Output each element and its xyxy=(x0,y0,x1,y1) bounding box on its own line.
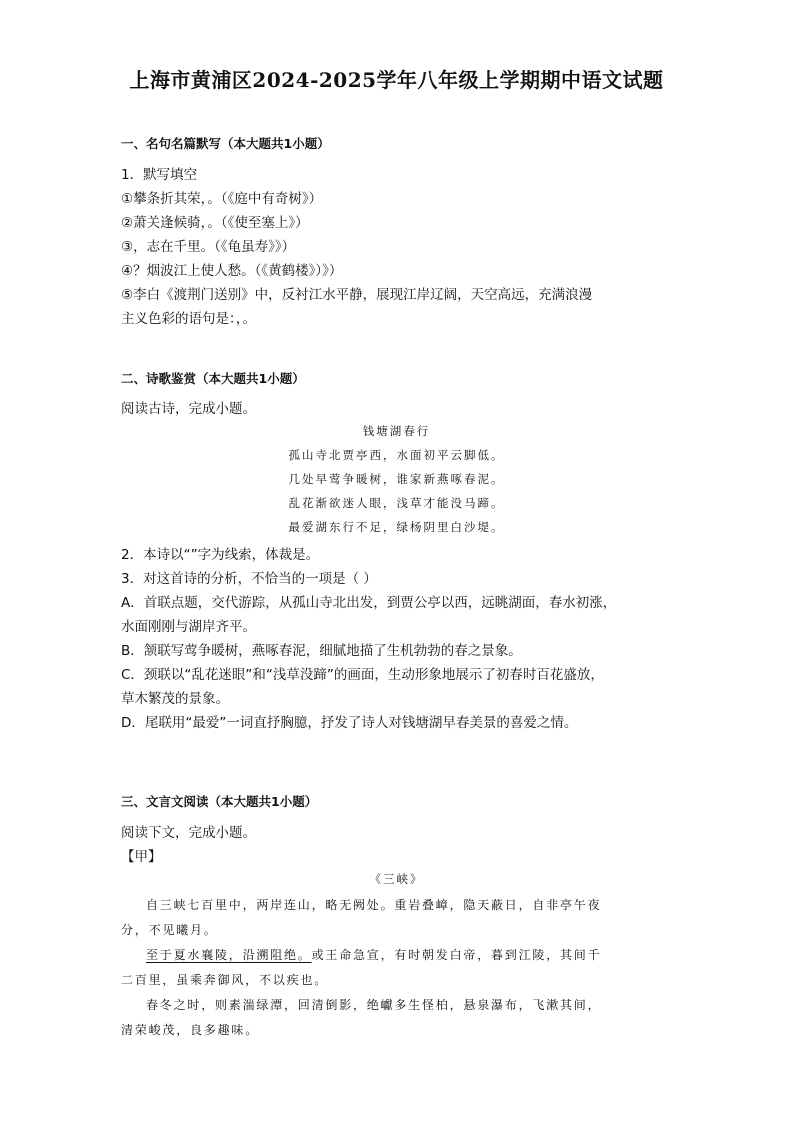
poem-line-1: 孤山寺北贾亭西，水面初平云脚低。 xyxy=(288,448,505,462)
option-a-cont: 水面刚刚与湖岸齐平。 xyxy=(121,619,256,635)
section1-heading: 一、名句名篇默写（本大题共1小题） xyxy=(121,136,330,151)
poem-line-3: 乱花渐欲迷人眼，浅草才能没马蹄。 xyxy=(288,496,505,510)
classical-text-title: 《三峡》 xyxy=(369,872,424,886)
paragraph-2-line-1-rest: 或王命急宣，有时朝发白帝，暮到江陵，其间千 xyxy=(311,948,602,962)
fill-item-5: ⑤李白《渡荆门送别》中，反衬江水平静，展现江岸辽阔，天空高远，充满浪漫 xyxy=(121,287,593,303)
paragraph-1-line-1: 自三峡七百里中，两岸连山，略无阙处。重岩叠嶂，隐天蔽日，自非亭午夜 xyxy=(146,898,602,912)
paragraph-2-line-1 xyxy=(146,946,601,963)
option-c-cont: 草木繁茂的景象。 xyxy=(121,691,229,707)
poem-line-4: 最爱湖东行不足，绿杨阴里白沙堤。 xyxy=(288,520,505,534)
fill-item-4: ④？烟波江上使人愁。（《黄鹤楼》）》） xyxy=(121,263,343,279)
section2-intro: 阅读古诗，完成小题。 xyxy=(121,401,256,417)
paragraph-1-line-2: 分，不见曦月。 xyxy=(121,923,218,937)
paragraph-3-line-1: 春冬之时，则素湍绿潭，回清倒影，绝巘多生怪柏，悬泉瀑布，飞漱其间， xyxy=(146,998,602,1012)
question-1-label: 1．默写填空 xyxy=(121,167,198,183)
option-c: C．颈联以“乱花迷眼”和“浅草没蹄”的画面，生动形象地展示了初春时百花盛放， xyxy=(121,667,604,683)
question-3: 3．对这首诗的分析，不恰当的一项是（ ） xyxy=(121,571,377,587)
fill-item-3: ③，志在千里。（《龟虽寿》》） xyxy=(121,239,296,255)
fill-item-5-cont: 主义色彩的语句是：，。 xyxy=(121,311,256,327)
option-b: B．颔联写莺争暖树，燕啄春泥，细腻地描了生机勃勃的春之景象。 xyxy=(121,643,522,659)
paragraph-3-line-2: 清荣峻茂，良多趣味。 xyxy=(121,1023,260,1037)
section2-heading: 二、诗歌鉴赏（本大题共1小题） xyxy=(121,371,305,386)
document-title: 上海市黄浦区2024-2025学年八年级上学期期中语文试题 xyxy=(129,68,664,92)
section3-heading: 三、文言文阅读（本大题共1小题） xyxy=(121,794,318,809)
section3-intro: 阅读下文，完成小题。 xyxy=(121,825,256,841)
option-a: A．首联点题，交代游踪，从孤山寺北出发，到贾公亭以西，远眺湖面，春水初涨， xyxy=(121,595,617,611)
fill-item-1: ①攀条折其荣，。（《庭中有奇树》） xyxy=(121,191,323,207)
underlined-sentence: 至于夏水襄陵，沿溯阻绝。 xyxy=(146,948,312,962)
option-d: D．尾联用“最爱”一词直抒胸臆，抒发了诗人对钱塘湖早春美景的喜爱之情。 xyxy=(121,715,578,731)
fill-item-2: ②萧关逢候骑，。（《使至塞上》） xyxy=(121,215,309,231)
part-label-jia: 【甲】 xyxy=(121,849,162,865)
poem-title: 钱塘湖春行 xyxy=(362,424,431,438)
paragraph-2-line-2: 二百里，虽乘奔御风，不以疾也。 xyxy=(121,973,329,987)
poem-line-2: 几处早莺争暖树，谁家新燕啄春泥。 xyxy=(288,472,505,486)
question-2: 2．本诗以“”字为线索，体裁是。 xyxy=(121,547,320,563)
